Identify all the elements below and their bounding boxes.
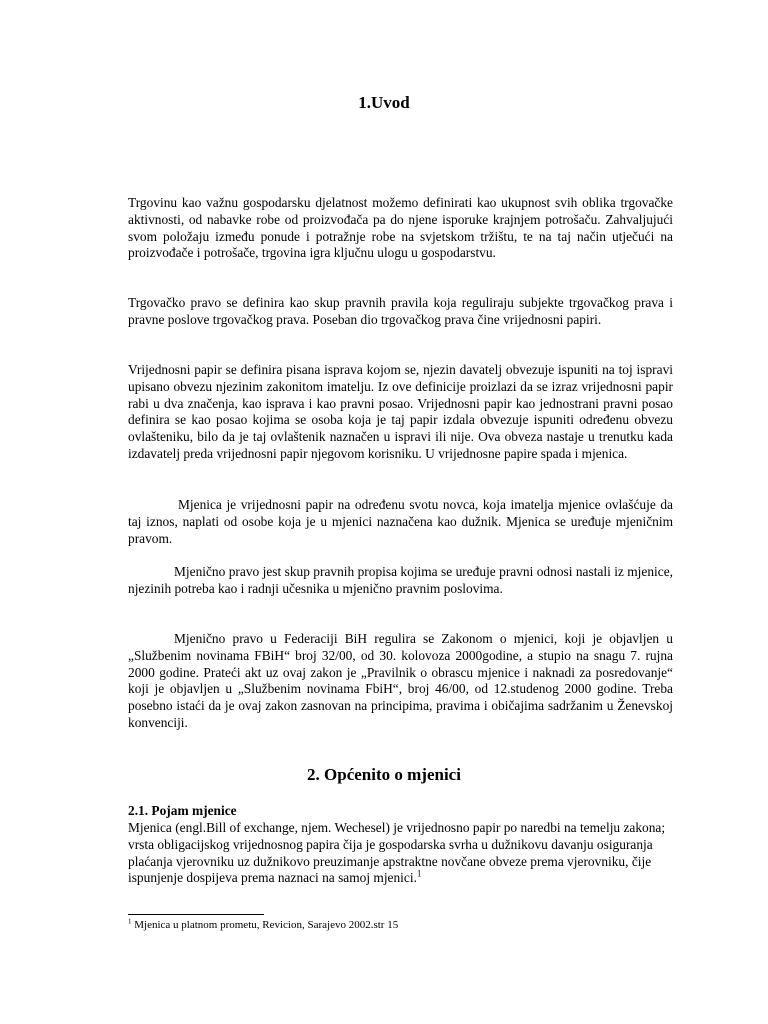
footnote-reference[interactable]: 1 xyxy=(416,868,422,879)
paragraph-vrijednosni-papir: Vrijednosni papir se definira pisana isprava kojom se, njezin davatelj obvezuje ispuniti na toj ispravi upisano obvezu njezinim zakonitom imatelju. Iz ove definicije proizlazi da se izraz vrijednosni papir rabi u dva značenja, kao isprava i kao pravni posao. Vrijednosni papir kao jednostrani pravni posao definira se kao posao kojima se osoba koja je taj papir izdala obvezuje ispuniti određenu obvezu ovlašteniku, bilo da je taj ovlaštenik naznačen u ispravi ili nije. Ova obveza nastaje u trenutku kada izdavatelj preda vrijednosni papir njegovom korisniku. U vrijednosne papire spada i mjenica. xyxy=(128,362,673,461)
section-heading-uvod: 1.Uvod xyxy=(358,93,410,112)
paragraph-federacija-bih: Mjenično pravo u Federaciji BiH regulira se Zakonom o mjenici, koji je objavljen u „Službenim novinama FBiH“ broj 32/00, od 30. kolovoza 2000godine, a stupio na snagu 7. rujna 2000 godine. Prateći akt uz ovaj zakon je „Pravilnik o obrascu mjenice i naknadi za posredovanje“ koji je objavljen u „Službenim novinama FbiH“, broj 46/00, od 12.studenog 2000 godine. Treba posebno istaći da je ovaj zakon zasnovan na principima, pravima i običajima sadržanim u Ženevskoj konvenciji. xyxy=(128,631,673,730)
footnote-number: 1 xyxy=(128,917,132,926)
section-heading-opcenito: 2. Općenito o mjenici xyxy=(307,765,461,784)
footnote xyxy=(128,919,398,932)
paragraph-trgovina: Trgovinu kao važnu gospodarsku djelatnost možemo definirati kao ukupnost svih oblika trgovačke aktivnosti, od nabavke robe od proizvođača pa do njene isporuke krajnjem potrošaču. Zahvaljujući svom položaju između ponude i potražnje robe na svjetskom tržištu, te na taj način utječući na proizvođače i potrošače, trgovina igra ključnu ulogu u gospodarstvu. xyxy=(128,195,673,261)
subsection-heading-pojam: 2.1. Pojam mjenice xyxy=(128,803,237,818)
footnote-text: Mjenica u platnom prometu, Revicion, Sarajevo 2002.str 15 xyxy=(134,919,399,931)
paragraph-mjenicno-pravo: Mjenično pravo jest skup pravnih propisa kojima se uređuje pravni odnosi nastali iz mjenice, njezinih potreba kao i radnji učesnika u mjenično pravnim poslovima. xyxy=(128,564,673,596)
paragraph-trgovacko-pravo: Trgovačko pravo se definira kao skup pravnih pravila koja reguliraju subjekte trgovačkog prava i pravne poslove trgovačkog prava. Poseban dio trgovačkog prava čine vrijednosni papiri. xyxy=(128,295,673,327)
paragraph-mjenica: Mjenica je vrijednosni papir na određenu svotu novca, koja imatelja mjenice ovlašćuje da taj iznos, naplati od osobe koja je u mjenici naznačena kao dužnik. Mjenica se uređuje mjeničnim pravom. xyxy=(128,497,673,546)
footnote-separator xyxy=(128,914,264,915)
definition-text: Mjenica (engl.Bill of exchange, njem. Wechesel) je vrijednosno papir po naredbi na temelju zakona; vrsta obligacijskog vrijednosnog papira čija je gospodarska svrha u dužnikovu davanju osiguranja plaćanja vjerovniku uz dužnikovo preuzimanje apstraktne novčane obveze prema vjerovniku, čije ispunjenje dospijeva prema naznaci na samoj mjenici. xyxy=(128,820,666,886)
paragraph-definition xyxy=(128,820,668,887)
